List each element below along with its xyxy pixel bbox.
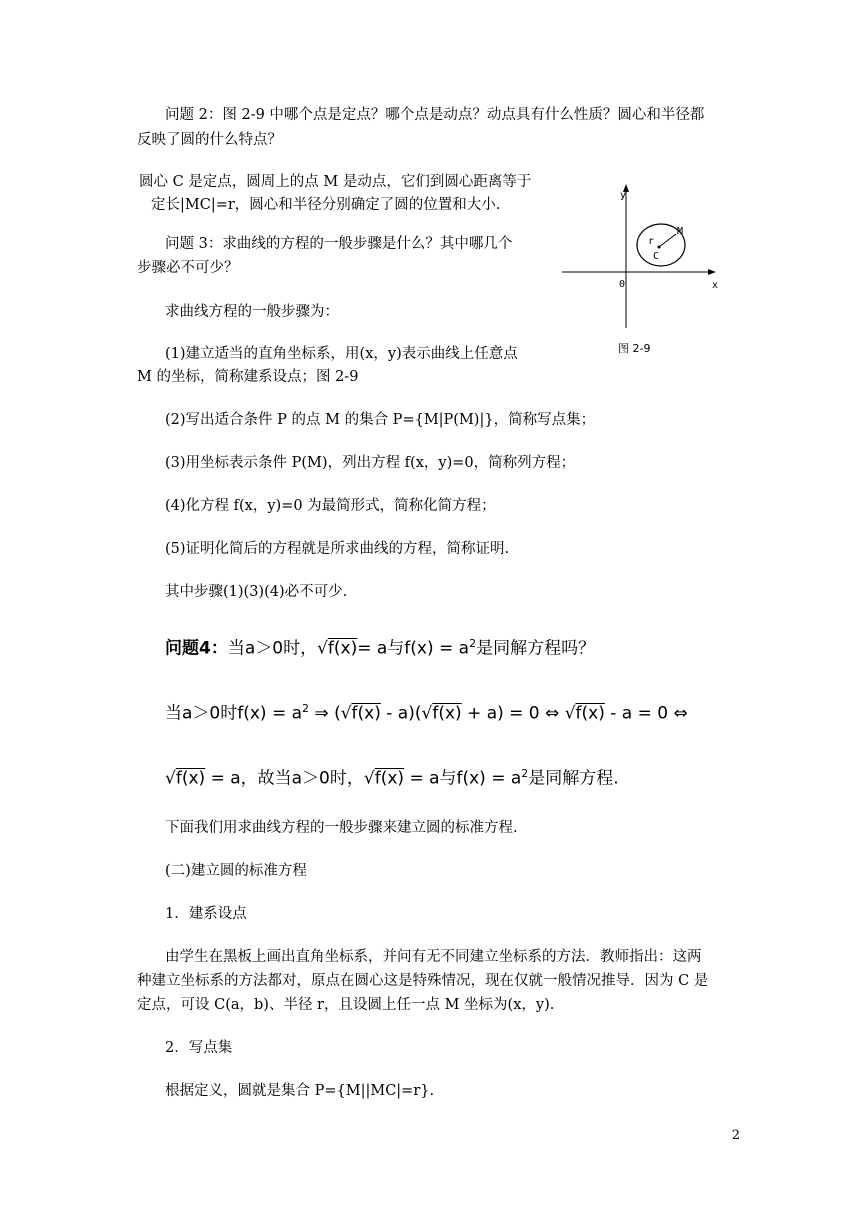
m1-b: ⇒ (	[314, 703, 341, 724]
step1-body-line1: 由学生在黑板上画出直角坐标系，并问有无不同建立坐标系的方法．教师指出：这两	[165, 949, 702, 965]
math-line2	[165, 764, 619, 790]
step4: (4)化方程 f(x，y)=0 为最简形式，简称化简方程；	[165, 498, 496, 514]
m2-a: = a，故当a＞0时，	[210, 768, 364, 789]
figure-caption: 图 2-9	[618, 342, 651, 355]
step1-line2: M 的坐标，简称建系设点；图 2-9	[137, 369, 359, 385]
sqrt-fx-2: √f(x)	[340, 703, 381, 724]
m2-b: = a与f(x) = a	[409, 768, 522, 789]
q3-line2: 步骤必不可少？	[137, 260, 239, 276]
step2-title: 2．写点集	[165, 1040, 233, 1056]
m1-e: - a = 0 ⇔	[610, 703, 688, 724]
m1-square: 2	[302, 702, 310, 715]
essential-steps: 其中步骤(1)(3)(4)必不可少.	[165, 584, 348, 600]
sqrt-fx-6: √f(x)	[363, 768, 405, 789]
q4-label: 问题4：	[165, 638, 228, 659]
y-axis-label: y	[620, 190, 627, 201]
radius-label: r	[648, 236, 655, 247]
sqrt-fx-1: √f(x)	[317, 638, 358, 659]
a2-line1: 圆心 C 是定点，圆周上的点 M 是动点，它们到圆心距离等于	[139, 174, 532, 190]
step2: (2)写出适合条件 P 的点 M 的集合 P={M|P(M)|}，简称写点集；	[165, 412, 596, 428]
step1-title: 1．建系设点	[165, 906, 247, 922]
m2-c: 是同解方程.	[528, 768, 619, 789]
next-paragraph: 下面我们用求曲线方程的一般步骤来建立圆的标准方程.	[165, 820, 518, 836]
step1-line1: (1)建立适当的直角坐标系，用(x，y)表示曲线上任意点	[165, 346, 518, 362]
page-number: 2	[731, 1128, 740, 1143]
q4-text-b: = a与f(x) = a	[357, 638, 470, 659]
section-title: (二)建立圆的标准方程	[165, 863, 307, 879]
step1-body-line3: 定点，可设 C(a，b)、半径 r，且设圆上任一点 M 坐标为(x，y).	[137, 997, 555, 1013]
sqrt-fx-4: √f(x)	[564, 703, 605, 724]
q3-line1: 问题 3：求曲线的方程的一般步骤是什么？其中哪几个	[165, 236, 513, 252]
q2-line2: 反映了圆的什么特点？	[137, 132, 282, 148]
x-axis-label: x	[712, 280, 719, 291]
q4-text-a: 当a＞0时，	[227, 638, 318, 659]
origin-label: 0	[619, 279, 626, 290]
a2-line2: 定长|MC|=r，圆心和半径分别确定了圆的位置和大小.	[151, 197, 501, 213]
point-m-label: M	[677, 226, 684, 237]
step2-body: 根据定义，圆就是集合 P={M||MC|=r}.	[165, 1083, 435, 1099]
m1-d: + a) = 0 ⇔	[467, 703, 560, 724]
step5: (5)证明化简后的方程就是所求曲线的方程，简称证明.	[165, 541, 510, 557]
q4-line	[165, 634, 595, 660]
sqrt-fx-5: √f(x)	[165, 768, 206, 789]
q4-square: 2	[469, 637, 477, 650]
m2-square: 2	[521, 767, 529, 780]
q2-line1: 问题 2：图 2-9 中哪个点是定点？哪个点是动点？动点具有什么性质？圆心和半径都	[165, 107, 705, 123]
math-line1	[165, 699, 688, 725]
q4-text-c: 是同解方程吗？	[476, 638, 596, 659]
steps-intro: 求曲线方程的一般步骤为：	[165, 304, 339, 320]
m1-c: - a)(	[386, 703, 422, 724]
step1-body-line2: 种建立坐标系的方法都对，原点在圆心这是特殊情况，现在仅就一般情况推导．因为 C 是	[137, 973, 709, 989]
m1-a: 当a＞0时f(x) = a	[165, 703, 303, 724]
sqrt-fx-3: √f(x)	[421, 703, 462, 724]
center-c-label: C	[653, 251, 660, 262]
figure-2-9	[560, 178, 720, 360]
step3: (3)用坐标表示条件 P(M)，列出方程 f(x，y)=0，简称列方程；	[165, 455, 576, 471]
